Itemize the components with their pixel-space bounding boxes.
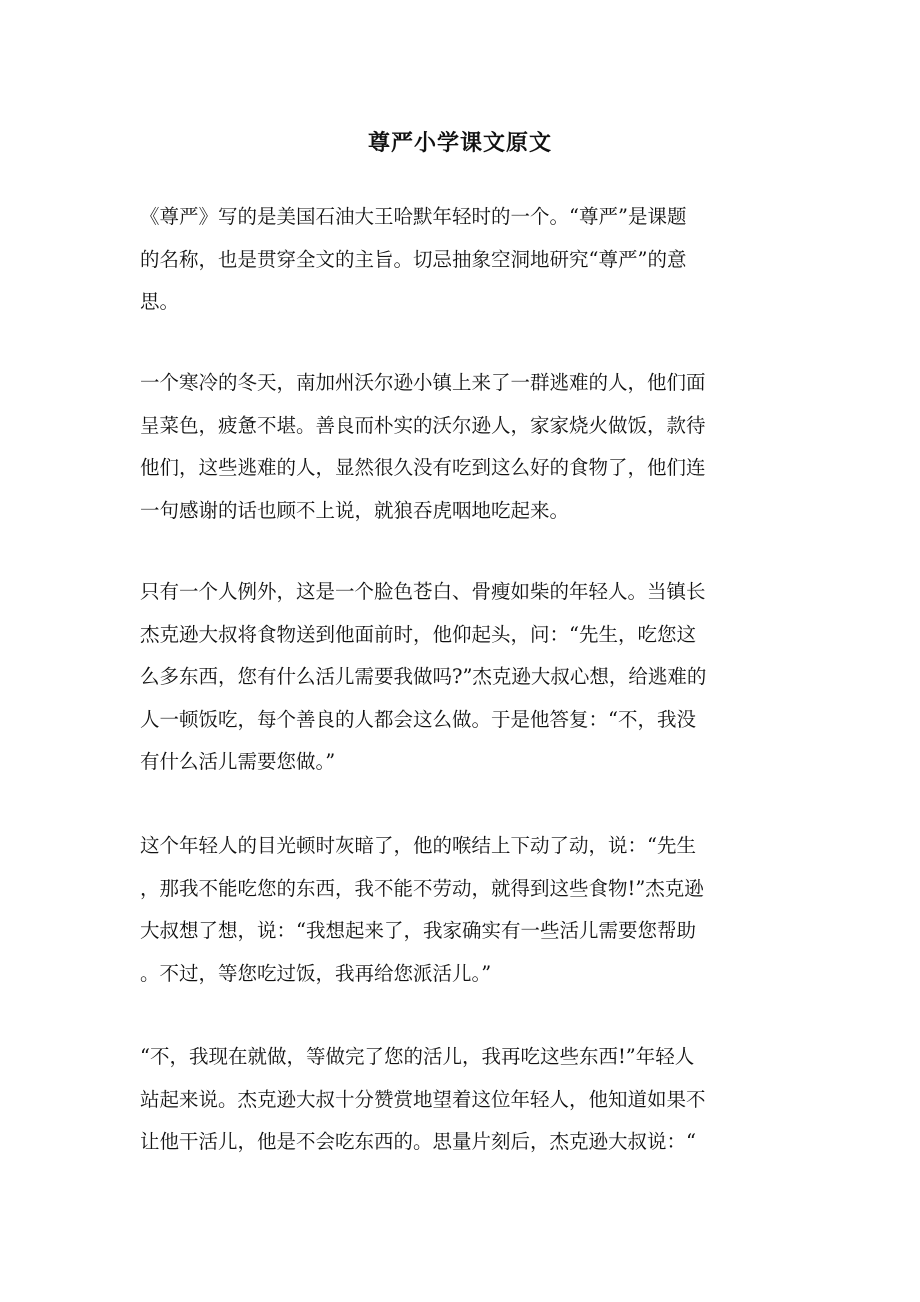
paragraph-line: 的名称，也是贯穿全文的主旨。切忌抽象空洞地研究“尊严”的意: [140, 247, 687, 271]
paragraph-line: 么多东西，您有什么活儿需要我做吗?”杰克逊大叔心想，给逃难的: [140, 665, 707, 689]
paragraph-refugees: [140, 362, 780, 532]
paragraph-young-man: [140, 571, 780, 784]
document-title: 尊严小学课文原文: [367, 129, 552, 156]
paragraph-line: 站起来说。杰克逊大叔十分赞赏地望着这位年轻人，他知道如果不: [140, 1087, 706, 1111]
paragraph-line: 他们，这些逃难的人，显然很久没有吃到这么好的食物了，他们连: [140, 456, 706, 480]
paragraph-line: 《尊严》写的是美国石油大王哈默年轻时的一个。“尊严”是课题: [140, 205, 687, 228]
paragraph-intro: [140, 196, 780, 324]
paragraph-work-first: [140, 1036, 780, 1164]
paragraph-line: 让他干活儿，他是不会吃东西的。思量片刻后，杰克逊大叔说：“: [140, 1130, 696, 1154]
paragraph-line: 呈菜色，疲惫不堪。善良而朴实的沃尔逊人，家家烧火做饭，款待: [140, 413, 706, 437]
paragraph-line: 大叔想了想，说：“我想起来了，我家确实有一些活儿需要您帮助: [140, 919, 696, 943]
paragraph-line: 。不过，等您吃过饭，我再给您派活儿。”: [140, 961, 492, 985]
paragraph-line: ，那我不能吃您的东西，我不能不劳动，就得到这些食物!”杰克逊: [140, 876, 704, 900]
paragraph-line: 杰克逊大叔将食物送到他面前时，他仰起头，问：“先生，吃您这: [140, 622, 696, 646]
paragraph-line: 有什么活儿需要您做。”: [140, 750, 336, 774]
paragraph-line: “不，我现在就做，等做完了您的活儿，我再吃这些东西!”年轻人: [140, 1045, 695, 1068]
paragraph-line: 只有一个人例外，这是一个脸色苍白、骨瘦如柴的年轻人。当镇长: [140, 580, 706, 603]
paragraph-line: 人一顿饭吃，每个善良的人都会这么做。于是他答复：“不，我没: [140, 707, 696, 731]
paragraph-line: 思。: [140, 290, 180, 314]
paragraph-line: 一个寒冷的冬天，南加州沃尔逊小镇上来了一群逃难的人，他们面: [140, 371, 706, 394]
paragraph-line: 一句感谢的话也顾不上说，就狼吞虎咽地吃起来。: [140, 498, 570, 522]
paragraph-line: 这个年轻人的目光顿时灰暗了，他的喉结上下动了动，说：“先生: [140, 834, 696, 857]
paragraph-gaze-dims: [140, 825, 780, 995]
